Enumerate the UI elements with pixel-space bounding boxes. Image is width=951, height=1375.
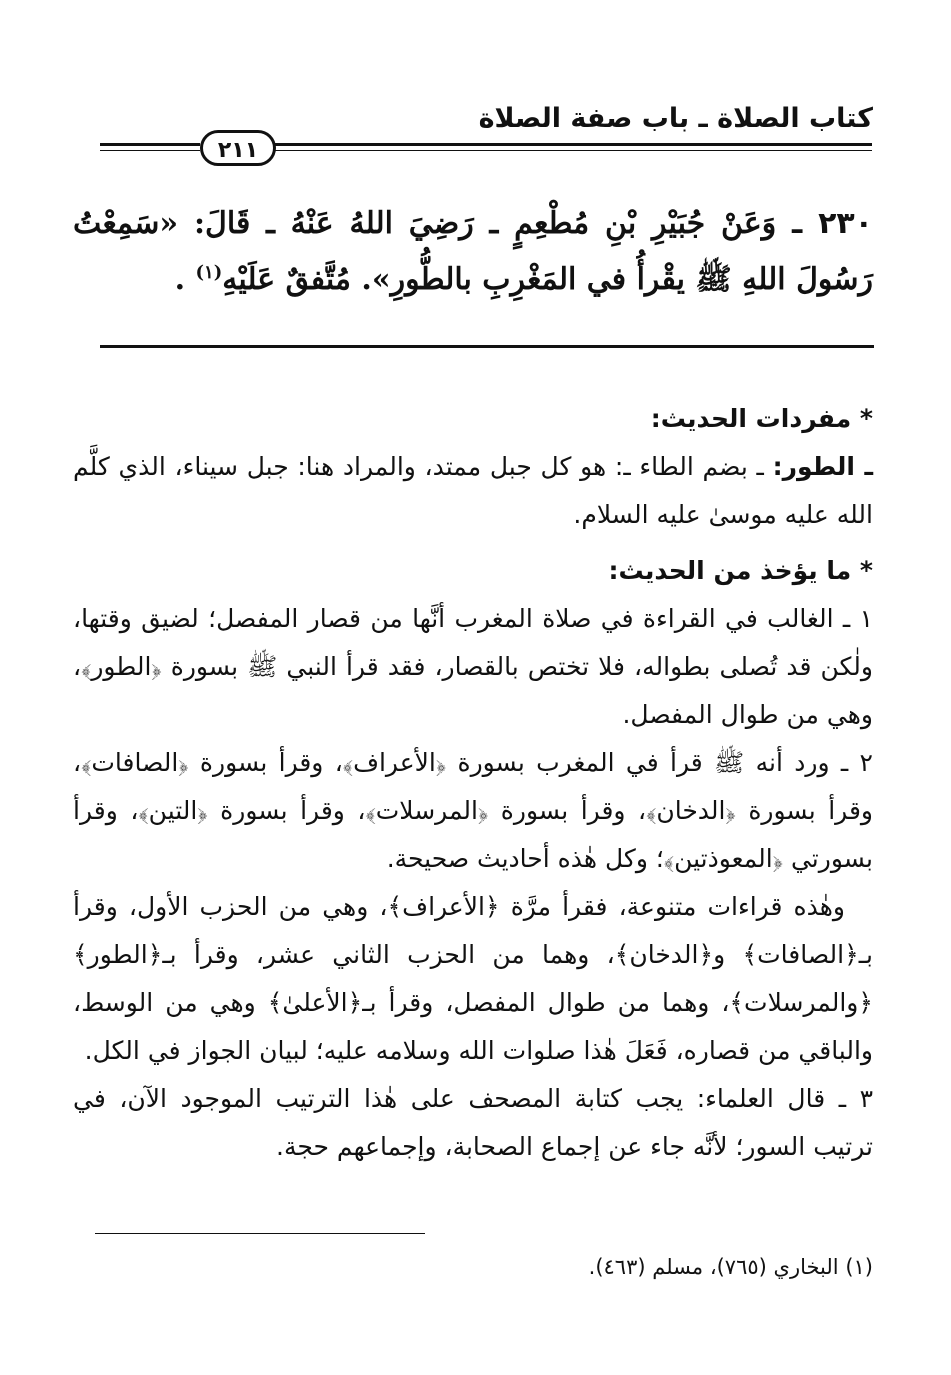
footnote-divider [95, 1233, 425, 1234]
running-header: كتاب الصلاة ـ باب صفة الصلاة [478, 103, 873, 134]
lessons-heading: * ما يؤخذ من الحديث: [608, 556, 873, 585]
lesson-text: الغالب في القراءة في صلاة المغرب أنَّها من قصار المفصل؛ لضيق وقتها، ولٰكن قد تُصلى بطواله، فلا تختص بالقصار، فقد قرأ النبي ﷺ بسورة ﴿الطور﴾، وهي من طوال المفصل. [73, 604, 873, 729]
lesson-continuation: وهٰذه قراءات متنوعة، فقرأ مرَّة ﴿الأعراف﴾، وهي من الحزب الأول، وقرأ بـ﴿الصافات﴾ و﴿الدخان﴾، وهما من الحزب الثاني عشر، وقرأ بـ﴿الطور﴾ ﴿والمرسلات﴾، وهما من طوال المفصل، وقرأ بـ﴿الأعلىٰ﴾ وهي من الوسط، والباقي من قصاره، فَعَلَ هٰذا صلوات الله وسلامه عليه؛ لبيان الجواز في الكل. [73, 892, 873, 1065]
footnote-ref: (١) [195, 262, 223, 283]
footnote-ref: (١) [845, 1255, 873, 1279]
commentary [73, 395, 873, 1171]
lesson-number: ٢ ـ [840, 748, 873, 777]
footnote [589, 1252, 873, 1282]
lesson-item [73, 1075, 873, 1171]
lesson-number: ٣ ـ [838, 1084, 873, 1113]
vocabulary-term: ـ الطور: [772, 452, 874, 481]
lesson-text: ورد أنه ﷺ قرأ في المغرب بسورة ﴿الأعراف﴾، وقرأ بسورة ﴿الصافات﴾، وقرأ بسورة ﴿الدخان﴾، وقرأ بسورة ﴿المرسلات﴾، وقرأ بسورة ﴿التين﴾، وقرأ بسورتي ﴿المعوذتين﴾؛ وكل هٰذه أحاديث صحيحة. [73, 748, 873, 873]
vocabulary-heading: * مفردات الحديث: [650, 404, 873, 433]
footnote-text: البخاري (٧٦٥)، مسلم (٤٦٣). [588, 1255, 839, 1279]
hadith-text [73, 196, 873, 308]
hadith-body: وَعَنْ جُبَيْرِ بْنِ مُطْعِمٍ ـ رَضِيَ اللهُ عَنْهُ ـ قَالَ: «سَمِعْتُ رَسُولَ اللهِ ﷺ يقْرأُ في المَغْرِبِ بالطُّورِ». مُتَّفقٌ عَلَيْهِ [73, 206, 873, 297]
lesson-number: ١ ـ [842, 604, 873, 633]
hadith-divider [100, 345, 874, 348]
hadith-number: ٢٣٠ ـ [792, 206, 873, 241]
vocabulary-definition: ـ بضم الطاء ـ: هو كل جبل ممتد، والمراد هنا: جبل سيناء، الذي كلَّم الله عليه موسىٰ عليه السلام. [73, 452, 873, 529]
lesson-item [73, 739, 873, 883]
page-number: ٢١١ [200, 130, 276, 166]
vocabulary-entry [73, 443, 873, 539]
hadith-end: . [174, 262, 186, 297]
lesson-text: قال العلماء: يجب كتابة المصحف على هٰذا الترتيب الموجود الآن، في ترتيب السور؛ لأنَّه جاء عن إجماع الصحابة، وإجماعهم حجة. [73, 1084, 873, 1161]
lesson-item [73, 595, 873, 739]
